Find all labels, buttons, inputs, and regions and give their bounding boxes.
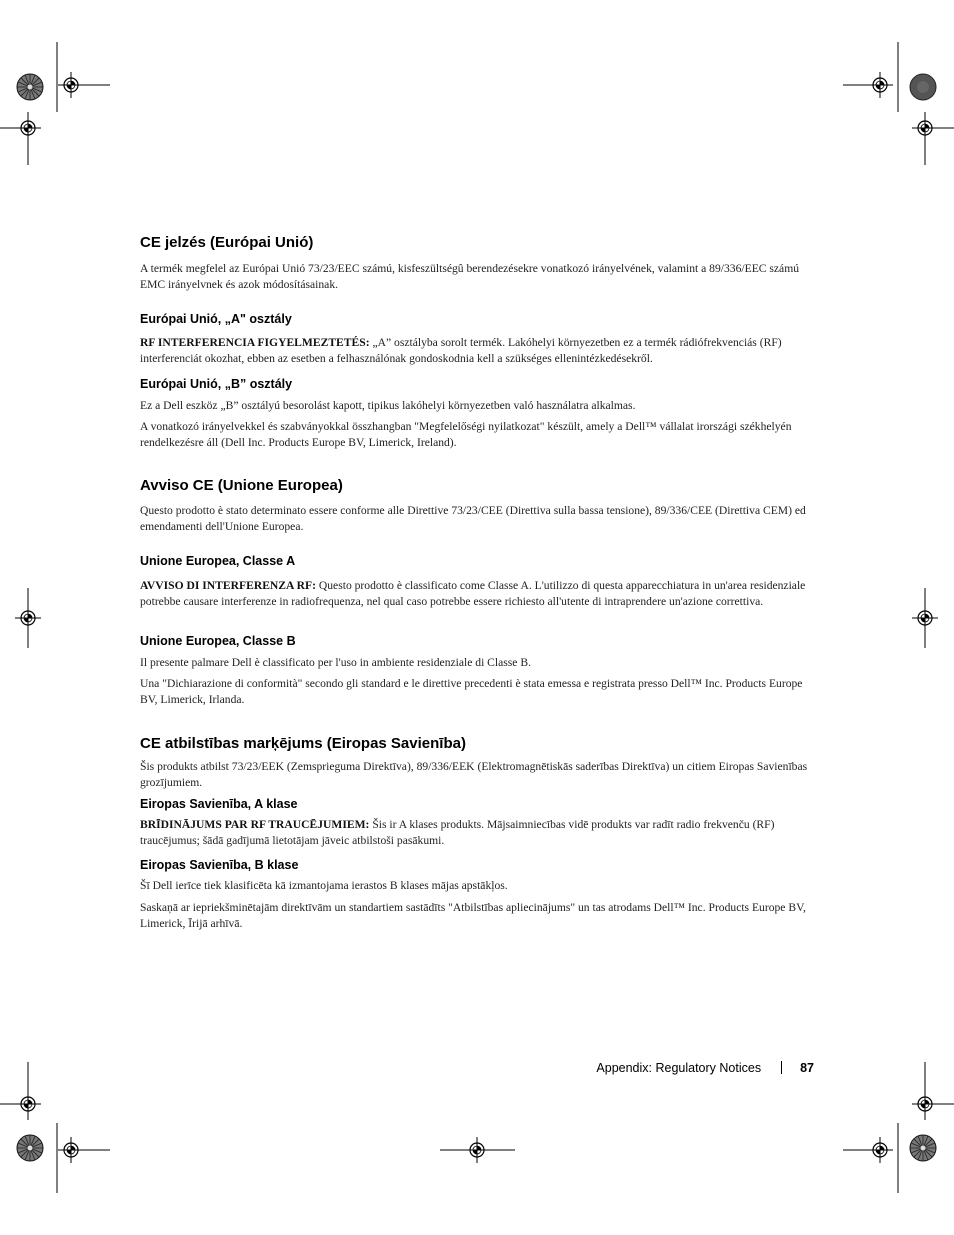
- warning-text: Questo prodotto è classificato come Classe A. L'utilizzo di questa apparecchiatura in un'area residenziale potrebbe causare interferenze in radiofrequenza, nel qual caso potrebbe essere richiesto all'utente di intraprendere un'azione correttiva.: [140, 579, 806, 608]
- section-intro-latvian: Šis produkts atbilst 73/23/EEK (Zemsprieguma Direktīva), 89/336/EEK (Elektromagnētiskās saderības Direktīva) un citiem Eiropas Savienības grozījumiem.: [140, 760, 808, 789]
- warning-label: AVVISO DI INTERFERENZA RF:: [140, 579, 316, 592]
- class-b-text2-latvian: Saskaņā ar iepriekšminētajām direktīvām un standartiem sastādīts "Atbilstības apliecinājums" un tas atrodams Dell™ Inc. Products Europe BV, Limerick, Īrijā arhīvā.: [140, 901, 806, 930]
- class-a-title-latvian: Eiropas Savienība, A klase: [140, 797, 298, 811]
- warning-label: BRĪDINĀJUMS PAR RF TRAUCĒJUMIEM:: [140, 818, 370, 831]
- section-title-latvian: CE atbilstības marķējums (Eiropas Savienība): [140, 735, 466, 752]
- class-b-text1-hungarian: Ez a Dell eszköz „B” osztályú besorolást kapott, tipikus lakóhelyi környezetben való használatra alkalmas.: [140, 399, 636, 412]
- section-intro-hungarian: A termék megfelel az Európai Unió 73/23/EEC számú, kisfeszültségû berendezésekre vonatkozó irányelvének, valamint a 89/336/EEC számú EMC irányelvnek és azok módosításainak.: [140, 262, 800, 291]
- footer-separator: [781, 1061, 782, 1074]
- section-title-hungarian: CE jelzés (Európai Unió): [140, 234, 314, 251]
- class-b-text2-italian: Una "Dichiarazione di conformità" secondo gli standard e le direttive precedenti è stata emessa e registrata presso Dell™ Inc. Products Europe BV, Limerick, Irlanda.: [140, 677, 803, 706]
- class-b-title-latvian: Eiropas Savienība, B klase: [140, 858, 299, 872]
- class-a-title-hungarian: Európai Unió, „A" osztály: [140, 312, 292, 326]
- class-a-title-italian: Unione Europea, Classe A: [140, 554, 296, 568]
- class-b-title-hungarian: Európai Unió, „B” osztály: [140, 377, 293, 391]
- warning-text: „A” osztályba sorolt termék. Lakóhelyi környezetben ez a termék rádiófrekvenciás (RF) interferenciát okozhat, ebben az esetben a felhasználónak gondoskodnia kell a szükséges ellenintézkedésekről.: [140, 336, 782, 365]
- section-intro-italian: Questo prodotto è stato determinato essere conforme alle Direttive 73/23/CEE (Direttiva sulla bassa tensione), 89/336/CEE (Direttiva CEM) ed emendamenti dell'Unione Europea.: [140, 504, 806, 533]
- class-b-text1-latvian: Šī Dell ierīce tiek klasificēta kā izmantojama ierastos B klases mājas apstākļos.: [140, 879, 508, 892]
- footer-label: Appendix: Regulatory Notices: [596, 1061, 762, 1075]
- class-a-text-hungarian: [140, 335, 815, 367]
- page-footer: [596, 1061, 814, 1075]
- section-title-italian: Avviso CE (Unione Europea): [140, 477, 343, 494]
- warning-text: Šis ir A klases produkts. Mājsaimniecības vidē produkts var radīt radio frekvenču (RF) traucējumus; šādā gadījumā lietotājam jāveic atbilstoši pasākumi.: [140, 818, 775, 847]
- class-b-text2-hungarian: A vonatkozó irányelvekkel és szabványokkal összhangban "Megfelelőségi nyilatkozat" készült, amely a Dell™ vállalat irországi székhelyén rendelkezésre áll (Dell Inc. Products Europe BV, Limerick, Ireland).: [140, 420, 792, 449]
- class-a-text-latvian: [140, 817, 815, 849]
- class-a-text-italian: [140, 578, 815, 610]
- class-b-text1-italian: Il presente palmare Dell è classificato per l'uso in ambiente residenziale di Classe B.: [140, 656, 531, 669]
- warning-label: RF INTERFERENCIA FIGYELMEZTETÉS:: [140, 336, 370, 349]
- page-number: 87: [800, 1061, 814, 1075]
- class-b-title-italian: Unione Europea, Classe B: [140, 634, 296, 648]
